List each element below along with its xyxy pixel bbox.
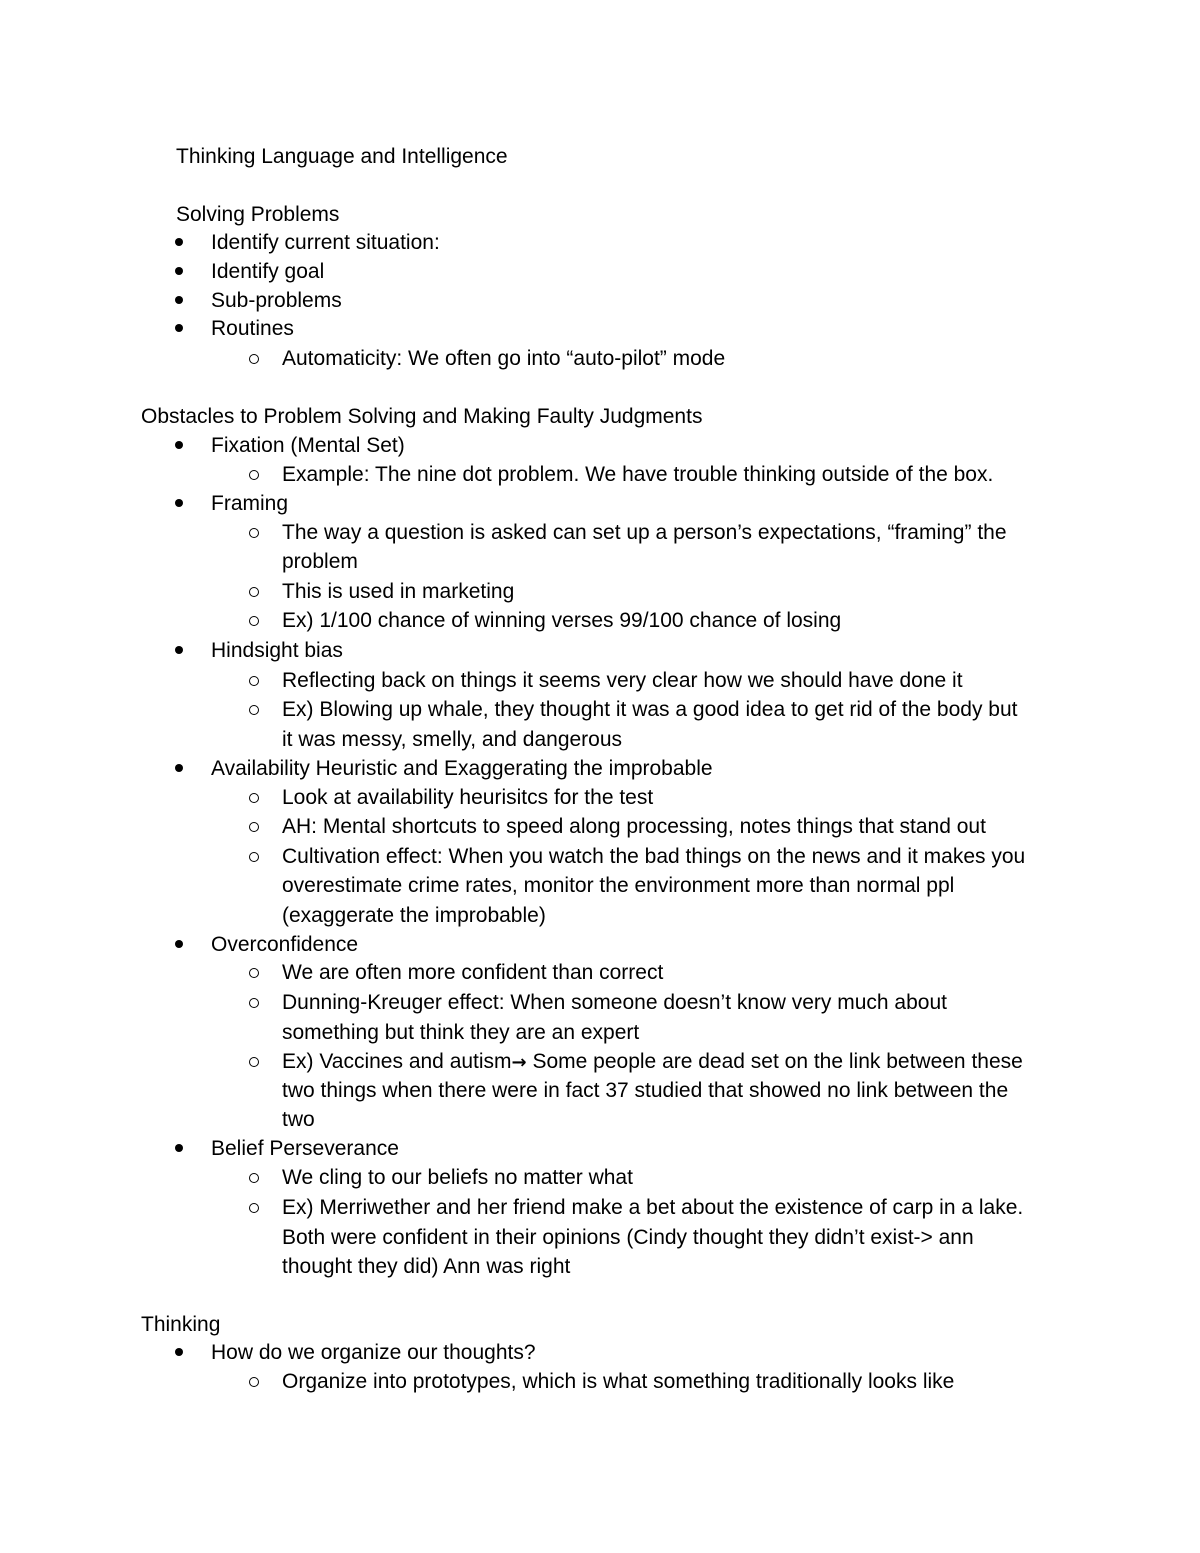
circle-bullet-icon	[249, 528, 259, 538]
sub-list-item-continuation: thought they did) Ann was right	[282, 1255, 571, 1278]
bullet-icon	[175, 1144, 183, 1152]
section-heading-obstacles: Obstacles to Problem Solving and Making Faulty Judgments	[141, 405, 703, 428]
circle-bullet-icon	[249, 616, 259, 626]
circle-bullet-icon	[249, 354, 259, 364]
circle-bullet-icon	[249, 676, 259, 686]
sub-list-item-continuation: Both were confident in their opinions (Cindy thought they didn’t exist-> ann	[282, 1226, 974, 1249]
sub-list-item-continuation: it was messy, smelly, and dangerous	[282, 728, 623, 751]
bullet-icon	[175, 764, 183, 772]
sub-list-item: Reflecting back on things it seems very clear how we should have done it	[282, 669, 963, 692]
sub-list-item-continuation: two	[282, 1108, 315, 1131]
list-item: Fixation (Mental Set)	[211, 434, 405, 457]
sub-list-item-continuation: something but think they are an expert	[282, 1021, 640, 1044]
circle-bullet-icon	[249, 1057, 259, 1067]
sub-list-item	[282, 1047, 1023, 1077]
sub-list-item: Cultivation effect: When you watch the bad things on the news and it makes you	[282, 845, 1026, 868]
circle-bullet-icon	[249, 470, 259, 480]
sub-list-item: Example: The nine dot problem. We have trouble thinking outside of the box.	[282, 463, 994, 486]
circle-bullet-icon	[249, 587, 259, 597]
section-heading-solving-problems: Solving Problems	[176, 203, 340, 226]
bullet-icon	[175, 296, 183, 304]
list-item: Availability Heuristic and Exaggerating the improbable	[211, 757, 713, 780]
sub-list-item: The way a question is asked can set up a person’s expectations, “framing” the	[282, 521, 1007, 544]
bullet-icon	[175, 267, 183, 275]
list-item: Belief Perseverance	[211, 1137, 399, 1160]
list-item: Framing	[211, 492, 289, 515]
sub-list-text: Ex) Vaccines and autism	[282, 1050, 512, 1073]
bullet-icon	[175, 238, 183, 246]
document-title: Thinking Language and Intelligence	[176, 145, 508, 168]
sub-list-item: Ex) 1/100 chance of winning verses 99/100 chance of losing	[282, 609, 842, 632]
circle-bullet-icon	[249, 822, 259, 832]
circle-bullet-icon	[249, 998, 259, 1008]
sub-list-item: Organize into prototypes, which is what something traditionally looks like	[282, 1370, 955, 1393]
list-item: Sub-problems	[211, 289, 342, 312]
sub-list-item: AH: Mental shortcuts to speed along processing, notes things that stand out	[282, 815, 986, 838]
circle-bullet-icon	[249, 1203, 259, 1213]
sub-list-item: We are often more confident than correct	[282, 961, 664, 984]
sub-list-item-continuation: overestimate crime rates, monitor the environment more than normal ppl	[282, 874, 955, 897]
circle-bullet-icon	[249, 1173, 259, 1183]
list-item: Routines	[211, 317, 294, 340]
sub-list-item: This is used in marketing	[282, 580, 515, 603]
sub-list-item: We cling to our beliefs no matter what	[282, 1166, 633, 1189]
bullet-icon	[175, 499, 183, 507]
circle-bullet-icon	[249, 852, 259, 862]
list-item: Identify current situation:	[211, 231, 440, 254]
circle-bullet-icon	[249, 705, 259, 715]
circle-bullet-icon	[249, 1377, 259, 1387]
sub-list-item: Look at availability heurisitcs for the test	[282, 786, 654, 809]
list-item: Overconfidence	[211, 933, 359, 956]
bullet-icon	[175, 940, 183, 948]
bullet-icon	[175, 646, 183, 654]
bullet-icon	[175, 441, 183, 449]
sub-list-item: Automaticity: We often go into “auto-pilot” mode	[282, 347, 726, 370]
list-item: How do we organize our thoughts?	[211, 1341, 536, 1364]
sub-list-item-continuation: problem	[282, 550, 358, 573]
sub-list-item-continuation: two things when there were in fact 37 studied that showed no link between the	[282, 1079, 1009, 1102]
right-arrow-icon: →	[511, 1052, 527, 1073]
circle-bullet-icon	[249, 793, 259, 803]
list-item: Identify goal	[211, 260, 325, 283]
bullet-icon	[175, 1348, 183, 1356]
sub-list-text: Some people are dead set on the link between these	[526, 1050, 1023, 1073]
sub-list-item: Ex) Blowing up whale, they thought it was a good idea to get rid of the body but	[282, 698, 1018, 721]
list-item: Hindsight bias	[211, 639, 343, 662]
section-heading-thinking: Thinking	[141, 1313, 221, 1336]
sub-list-item: Dunning-Kreuger effect: When someone doesn’t know very much about	[282, 991, 947, 1014]
sub-list-item: Ex) Merriwether and her friend make a bet about the existence of carp in a lake.	[282, 1196, 1024, 1219]
circle-bullet-icon	[249, 968, 259, 978]
sub-list-item-continuation: (exaggerate the improbable)	[282, 904, 546, 927]
bullet-icon	[175, 324, 183, 332]
